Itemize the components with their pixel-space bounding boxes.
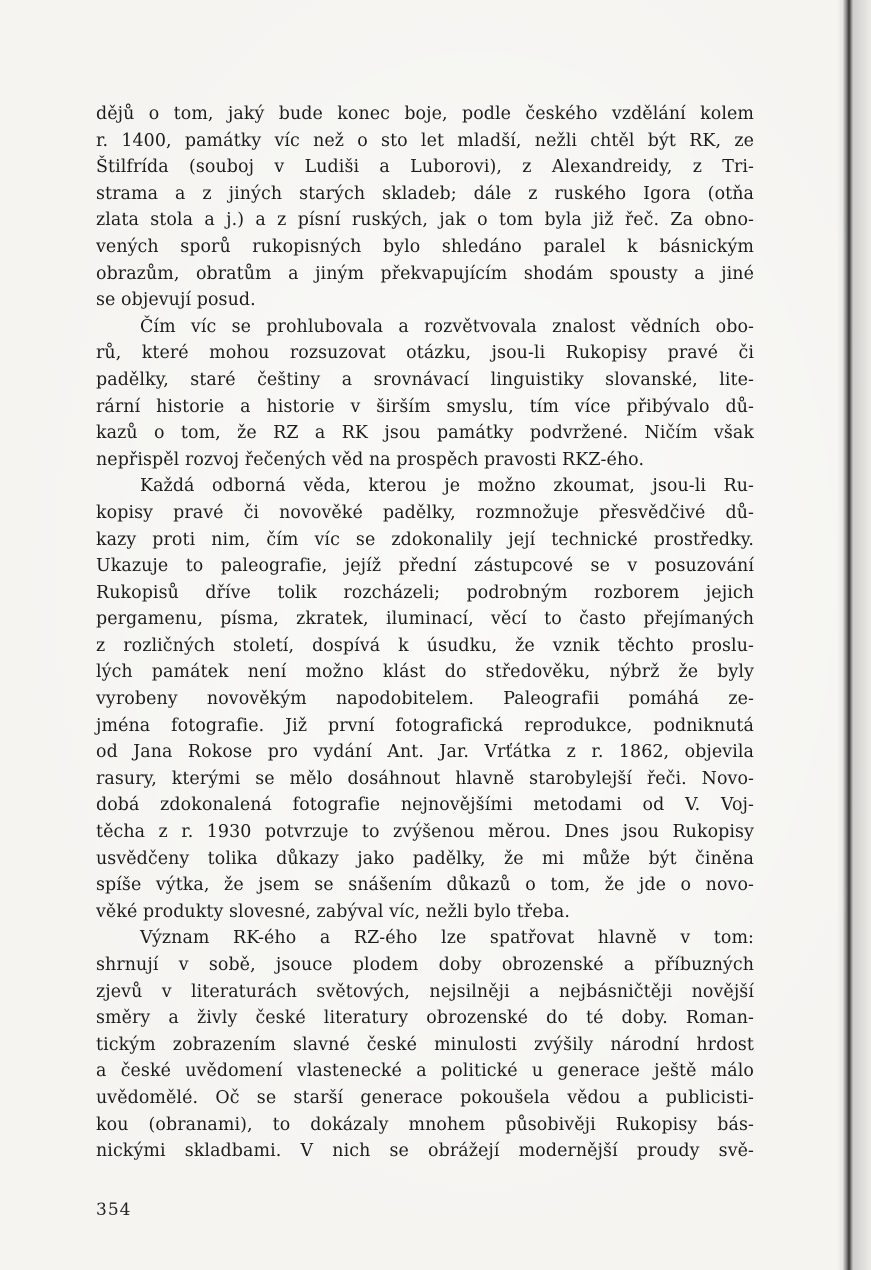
text-line: vyrobeny novověkým napodobitelem. Paleografii pomáhá ze- [96, 689, 754, 710]
text-line: obrazům, obratům a jiným překvapujícím shodám spousty a jiné [96, 263, 754, 284]
text-line: jména fotografie. Již první fotografická reprodukce, podniknutá [96, 715, 754, 736]
text-line: dobá zdokonalená fotografie nejnovějšími metodami od V. Voj- [96, 795, 754, 816]
text-line: padělky, staré češtiny a srovnávací linguistiky slovanské, lite- [96, 369, 754, 390]
text-line: směry a živly české literatury obrozenské do té doby. Roman- [96, 1008, 754, 1029]
text-line: nickými skladbami. V nich se obrážejí modernější proudy svě- [96, 1141, 754, 1162]
text-line: kazy proti nim, čím víc se zdokonalily její technické prostředky. [96, 529, 754, 550]
text-line: pergamenu, písma, zkratek, iluminací, věcí to často přejímaných [96, 609, 754, 630]
text-line: rů, které mohou rozsuzovat otázku, jsou-li Rukopisy pravé či [96, 343, 754, 364]
text-line: zjevů v literaturách světových, nejsilněji a nejbásničtěji novější [96, 981, 754, 1002]
text-line: Štilfrída (souboj v Ludiši a Luborovi), z Alexandreidy, z Tri- [96, 157, 754, 178]
text-line: spíše výtka, že jsem se snášením důkazů o tom, že jde o novo- [96, 875, 754, 896]
page-binding-edge [837, 0, 853, 1270]
text-line: r. 1400, památky víc než o sto let mladší, nežli chtěl být RK, ze [96, 130, 754, 151]
text-line: dějů o tom, jaký bude konec boje, podle českého vzdělání kolem [96, 104, 754, 124]
text-line: nepřispěl rozvoj řečených věd na prospěch pravosti RKZ-ého. [96, 449, 645, 470]
text-line: Čím víc se prohlubovala a rozvětvovala znalost vědních obo- [140, 316, 754, 337]
body-text [96, 101, 754, 1165]
text-line: se objevují posud. [96, 290, 256, 311]
text-line: Každá odborná věda, kterou je možno zkoumat, jsou-li Ru- [140, 476, 754, 497]
text-line: vených sporů rukopisných bylo shledáno paralel k básnickým [96, 236, 754, 257]
text-line: uvědomělé. Oč se starší generace pokoušela vědou a publicisti- [96, 1087, 754, 1108]
text-line: Rukopisů dříve tolik rozcházeli; podrobným rozborem jejich [96, 582, 754, 603]
text-line: Význam RK-ého a RZ-ého lze spatřovat hlavně v tom: [140, 928, 754, 949]
text-line: kopisy pravé či novověké padělky, rozmnožuje přesvědčivé dů- [96, 502, 754, 523]
page-number: 354 [96, 1200, 132, 1220]
text-line: shrnují v sobě, jsouce plodem doby obrozenské a příbuzných [96, 955, 754, 975]
page-gutter-shadow [853, 0, 871, 1270]
text-line: kou (obranami), to dokázaly mnohem působivěji Rukopisy bás- [96, 1114, 754, 1135]
text-line: od Jana Rokose pro vydání Ant. Jar. Vrťátka z r. 1862, objevila [96, 742, 754, 763]
text-line: zlata stola a j.) a z písní ruských, jak o tom byla již řeč. Za obno- [96, 210, 754, 231]
text-line: rasury, kterými se mělo dosáhnout hlavně starobylejší řeči. Novo- [96, 768, 754, 789]
text-line: z rozličných století, dospívá k úsudku, že vznik těchto proslu- [96, 635, 754, 656]
text-line: těcha z r. 1930 potvrzuje to zvýšenou měrou. Dnes jsou Rukopisy [96, 822, 754, 843]
text-line: kazů o tom, že RZ a RK jsou památky podvržené. Ničím však [96, 423, 754, 444]
text-line: lých památek není možno klást do středověku, nýbrž že byly [96, 662, 754, 683]
text-line: a české uvědomení vlastenecké a politické u generace ještě málo [96, 1061, 754, 1082]
text-line: strama a z jiných starých skladeb; dále z ruského Igora (otňa [96, 183, 754, 204]
text-line: usvědčeny tolika důkazy jako padělky, že mi může být činěna [96, 848, 754, 869]
text-line: Ukazuje to paleografie, jejíž přední zástupcové se v posuzování [96, 556, 754, 577]
text-line: tickým zobrazením slavné české minulosti zvýšily národní hrdost [96, 1034, 754, 1055]
text-line: rární historie a historie v širším smyslu, tím více přibývalo dů- [96, 396, 754, 417]
text-line: věké produkty slovesné, zabýval víc, nežli bylo třeba. [96, 901, 570, 922]
